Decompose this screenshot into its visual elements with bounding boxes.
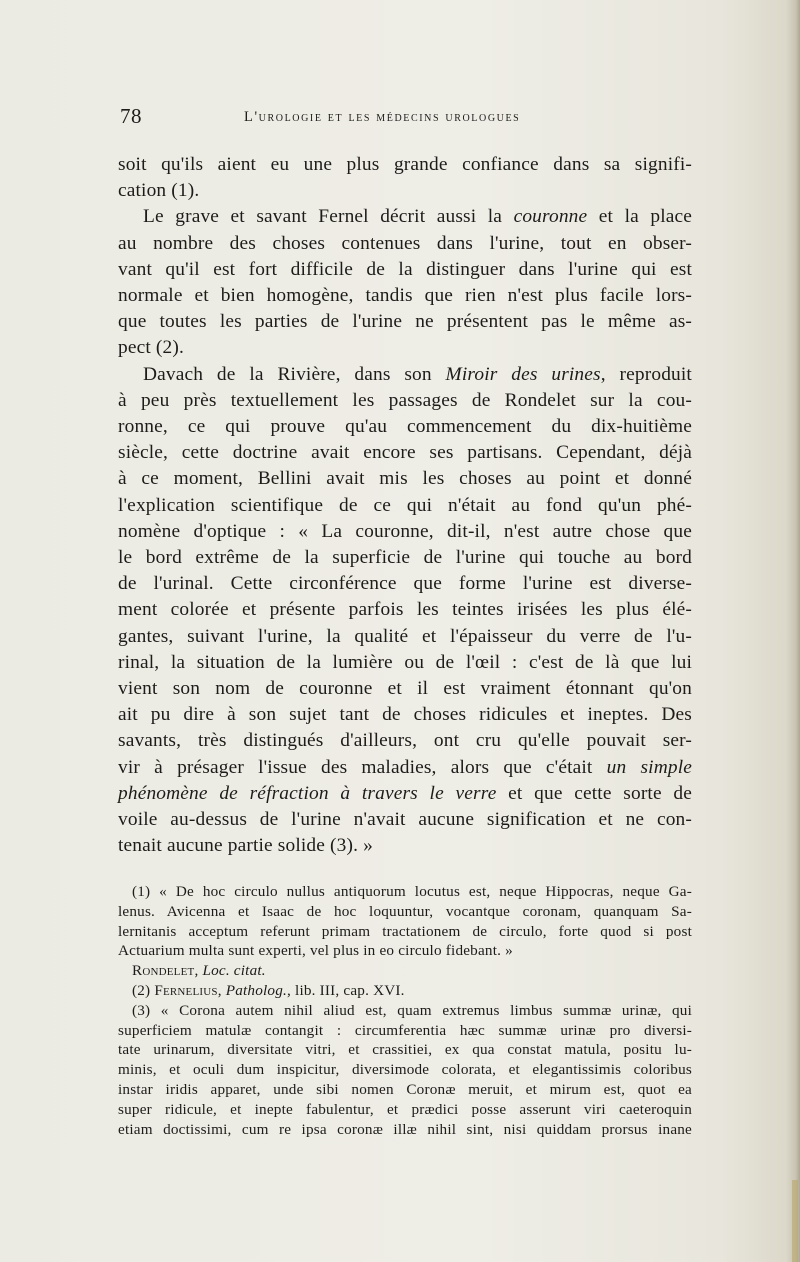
footnote-citation xyxy=(118,961,692,981)
citation-author: Rondelet, xyxy=(132,962,199,980)
italic-phrase: phénomène de réfraction à travers le verre xyxy=(118,782,497,804)
text-line: à peu près textuellement les passages de Rondelet sur la cou- xyxy=(118,389,692,411)
text-line: au nombre des choses contenues dans l'urine, tout en obser- xyxy=(118,232,692,254)
paragraph-3 xyxy=(118,362,692,860)
text-line: rinal, la situation de la lumière ou de l'œil : c'est de là que lui xyxy=(118,651,692,673)
text-line: cation (1). xyxy=(118,180,200,202)
text-span: Le grave et savant Fernel décrit aussi la xyxy=(143,206,514,228)
italic-term: couronne xyxy=(513,206,588,228)
citation-rest: , lib. III, cap. XVI. xyxy=(287,981,405,999)
footnotes xyxy=(118,882,692,1139)
text-line xyxy=(118,204,692,230)
text-line: siècle, cette doctrine avait encore ses partisans. Cependant, déjà xyxy=(118,442,692,464)
text-line: le bord extrême de la superficie de l'urine qui touche au bord xyxy=(118,547,692,569)
footnote-line: (1) « De hoc circulo nullus antiquorum locutus est, neque Hippocras, neque Ga- xyxy=(132,883,692,900)
paragraph-2 xyxy=(118,204,692,361)
main-text xyxy=(118,152,692,859)
text-line: ronne, ce qui prouve qu'au commencement du dix-huitième xyxy=(118,416,692,438)
footnote-line: Actuarium multa sunt experti, vel plus in eo circulo fidebant. » xyxy=(118,942,513,960)
paragraph-1 xyxy=(118,152,692,204)
footnote-line: minis, et oculi dum inspicitur, diversimode colorata, et elegantissimis coloribus xyxy=(118,1061,692,1079)
citation-ref: Loc. citat. xyxy=(202,962,266,980)
footnote-line: instar iridis apparet, unde sibi nomen Coronæ meruit, et mirum est, quot ea xyxy=(118,1080,692,1098)
text-line: vant qu'il est fort difficile de la distinguer dans l'urine qui est xyxy=(118,258,692,280)
text-span: , reproduit xyxy=(600,363,692,385)
text-line: vient son nom de couronne et il est vraiment étonnant qu'on xyxy=(118,678,692,700)
footnote-line: (3) « Corona autem nihil aliud est, quam extremus limbus summæ urinæ, qui xyxy=(132,1001,692,1019)
text-span: et la place xyxy=(587,206,693,228)
footnote-line: super ridicule, et inepte fabulentur, et prædici posse asserunt viri caeteroquin xyxy=(118,1100,692,1118)
citation-author: Fernelius, xyxy=(154,981,222,999)
text-line xyxy=(118,755,692,781)
text-line: tenait aucune partie solide (3). » xyxy=(118,835,373,857)
footnote-2 xyxy=(118,981,692,1001)
text-line: nomène d'optique : « La couronne, dit-il, n'est autre chose que xyxy=(118,520,692,542)
text-line: de l'urinal. Cette circonférence que forme l'urine est diverse- xyxy=(118,573,692,595)
page-edge-stain xyxy=(792,1180,798,1262)
page-number: 78 xyxy=(120,104,142,128)
text-span: Davach de la Rivière, dans son xyxy=(143,363,446,385)
page-header xyxy=(118,104,692,134)
text-line: voile au-dessus de l'urine n'avait aucune signification et ne con- xyxy=(118,809,692,831)
page-edge-shadow xyxy=(786,0,800,1262)
text-line: normale et bien homogène, tandis que rien n'est plus facile lors- xyxy=(118,285,692,307)
text-line: savants, très distingués d'ailleurs, ont cru qu'elle pouvait ser- xyxy=(118,730,692,752)
text-line: à ce moment, Bellini avait mis les choses au point et donné xyxy=(118,468,692,490)
text-line xyxy=(118,362,692,388)
footnote-line: superficiem matulæ contangit : circumferentia hæc summæ urinæ pro diversi- xyxy=(118,1021,692,1039)
running-title: L'urologie et les médecins urologues xyxy=(244,109,521,125)
italic-title: Miroir des urines xyxy=(445,363,601,385)
text-line: l'explication scientifique de ce qui n'était au fond qu'un phé- xyxy=(118,494,692,516)
footnote-line xyxy=(118,981,692,1001)
text-line: gantes, suivant l'urine, la qualité et l'épaisseur du verre de l'u- xyxy=(118,625,692,647)
text-span: et que cette sorte de xyxy=(496,782,693,804)
text-line: soit qu'ils aient eu une plus grande confiance dans sa signifi- xyxy=(118,154,692,175)
footnote-line: etiam doctissimi, cum re ipsa coronæ illæ nihil sint, nisi quiddam prorsus inane xyxy=(118,1120,692,1138)
footnote-1 xyxy=(118,882,692,981)
text-span: vir à présager l'issue des maladies, alors que c'était xyxy=(118,756,607,778)
footnote-line: lernitanis acceptum referunt primam tractationem de circulo, forte quod si post xyxy=(118,922,692,940)
text-line: ait pu dire à son sujet tant de choses ridicules et ineptes. Des xyxy=(118,704,692,726)
text-line: pect (2). xyxy=(118,337,184,359)
text-line: ment colorée et présente parfois les teintes irisées les plus élé- xyxy=(118,599,692,621)
footnote-line: tate urinarum, diversitate vitri, et crassitiei, ex qua constat matula, positu lu- xyxy=(118,1041,692,1059)
citation-title: Patholog. xyxy=(225,981,288,999)
italic-phrase: un simple xyxy=(606,756,693,778)
footnote-3 xyxy=(118,1001,692,1140)
footnote-line: lenus. Avicenna et Isaac de hoc loquuntur, vocantque coronam, quanquam Sa- xyxy=(118,902,692,920)
footnote-number: (2) xyxy=(132,981,151,999)
text-line xyxy=(118,781,692,807)
text-line: que toutes les parties de l'urine ne présentent pas le même as- xyxy=(118,311,692,333)
